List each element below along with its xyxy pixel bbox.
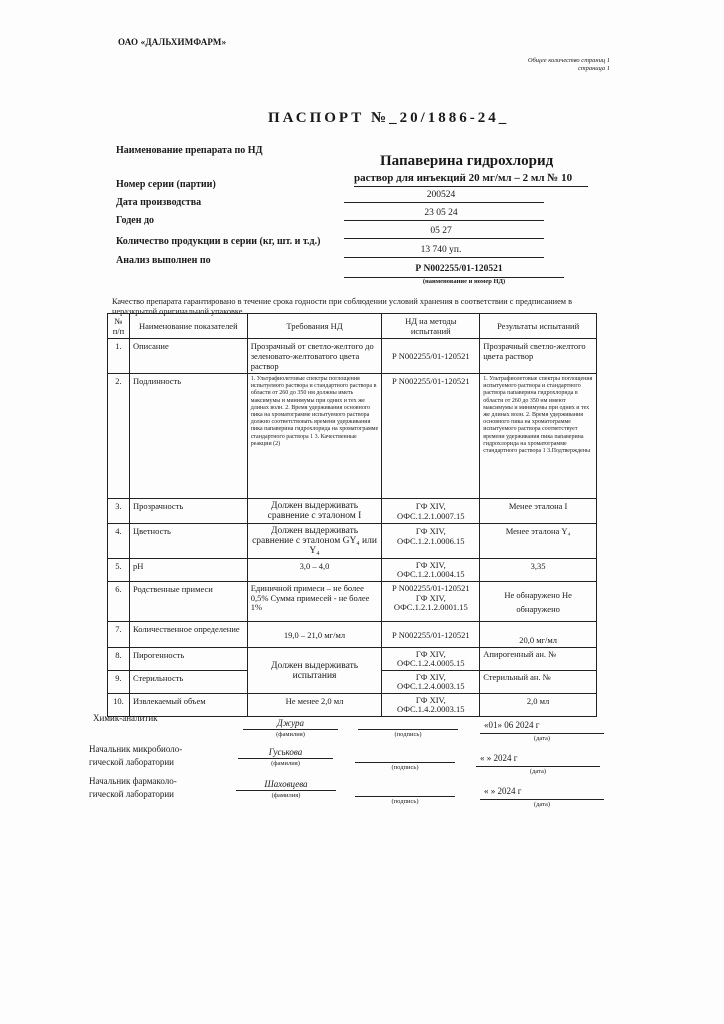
- table-row: [108, 499, 597, 524]
- table-row: [108, 694, 597, 717]
- table-row: [108, 524, 597, 559]
- row-result: Не обнаружено Не обнаружено: [480, 582, 597, 622]
- analysis-value: Р N002255/01-120521: [415, 264, 503, 274]
- signer-name-caption: (фамилия): [276, 731, 305, 738]
- signer-name-line: [243, 729, 338, 730]
- row-method: Р N002255/01-120521: [382, 374, 480, 499]
- analysis-caption: (наименование и номер НД): [422, 278, 506, 285]
- row-num: 5.: [108, 559, 130, 582]
- page-count-total: Общее количество страниц 1: [527, 57, 610, 64]
- expiry-value: 05 27: [430, 226, 452, 236]
- signer-name: Шаховцева: [264, 779, 308, 789]
- series-label: Номер серии (партии): [116, 179, 216, 190]
- row-result: 2,0 мл: [480, 694, 597, 717]
- row-method: ГФ XIV, ОФС.1.2.1.0004.15: [382, 559, 480, 582]
- row-req: 1. Ультрафиолетовые спектры поглощения испытуемого раствора и стандартного раствора в области от 260 до 350 нм должны иметь максимумы и минимумы при одних и тех же длинах волн. 2. Время удерживания основного пика на хроматограмме испытуемого раствора должно соответствовать времени удерживания пика папаверина гидрохлорида на хроматограмме стандартного раствора 1 3. Качественные реакции (2): [247, 374, 382, 499]
- table-row: [108, 559, 597, 582]
- drug-form-underline: [354, 186, 588, 187]
- quantity-value: 13 740 уп.: [420, 245, 462, 255]
- series-value: 200524: [426, 190, 456, 200]
- signer-name-line: [238, 758, 333, 759]
- row-num: 7.: [108, 622, 130, 648]
- signature-date-line: [480, 733, 604, 734]
- signer-name-caption: (фамилия): [271, 760, 300, 767]
- row-name: pH: [129, 559, 247, 582]
- row-name: Цветность: [129, 524, 247, 559]
- row-method: ГФ XIV, ОФС.1.2.4.0005.15: [382, 648, 480, 671]
- signature-line: [355, 796, 455, 797]
- table-row: [108, 374, 597, 499]
- prod-date-label: Дата производства: [116, 197, 202, 208]
- signature-line: [358, 729, 458, 730]
- signature-caption: (подпись): [391, 764, 419, 771]
- row-req: Единичной примеси – не более 0,5% Сумма примесей - не более 1%: [247, 582, 382, 622]
- series-underline: [344, 202, 544, 203]
- row-num: 9.: [108, 671, 130, 694]
- signature-date: « » 2024 г: [480, 753, 518, 763]
- row-method: ГФ XIV, ОФС.1.2.1.0006.15: [382, 524, 480, 559]
- row-result: Апирогенный ан. №: [480, 648, 597, 671]
- row-req: Не менее 2,0 мл: [247, 694, 382, 717]
- table-row: [108, 582, 597, 622]
- row-result: 3,35: [480, 559, 597, 582]
- row-result: Менее эталона Y₄: [480, 524, 597, 559]
- signature-date-line: [480, 799, 604, 800]
- col-header-num: № п/п: [108, 314, 130, 339]
- row-result: Прозрачный светло-желтого цвета раствор: [480, 339, 597, 374]
- signer-role: Начальник фармаколо-: [89, 776, 177, 786]
- expiry-underline: [344, 238, 544, 239]
- signature-date-caption: (дата): [529, 768, 547, 775]
- table-row: [108, 648, 597, 671]
- drug-label: Наименование препарата по НД: [116, 145, 263, 156]
- signature-date-caption: (дата): [533, 735, 551, 742]
- row-req: Должен выдерживать сравнение с эталоном GY₄ или Y₄: [247, 524, 382, 559]
- row-method: Р N002255/01-120521 ГФ XIV, ОФС.1.2.1.2.0001.15: [382, 582, 480, 622]
- row-num: 3.: [108, 499, 130, 524]
- signer-role: Начальник микробиоло-: [89, 744, 183, 754]
- row-name: Описание: [129, 339, 247, 374]
- signer-role: Химик-аналитик: [93, 713, 158, 723]
- page-count-current: страница 1: [577, 65, 610, 72]
- row-num: 2.: [108, 374, 130, 499]
- row-num: 10.: [108, 694, 130, 717]
- row-num: 1.: [108, 339, 130, 374]
- quantity-underline: [344, 257, 544, 258]
- row-name: Количественное определение: [129, 622, 247, 648]
- col-header-result: Результаты испытаний: [480, 314, 597, 339]
- row-name: Родственные примеси: [129, 582, 247, 622]
- row-method: Р N002255/01-120521: [382, 622, 480, 648]
- signature-line: [355, 762, 455, 763]
- row-name: Прозрачность: [129, 499, 247, 524]
- signature-caption: (подпись): [394, 731, 422, 738]
- col-header-name: Наименование показателей: [129, 314, 247, 339]
- quality-statement: Качество препарата гарантировано в течение срока годности при соблюдении условий хранения в соответствии с предписанием в неразкрытой оригинальной упаковке.: [112, 297, 573, 316]
- signature-date: « » 2024 г: [484, 786, 522, 796]
- row-method: Р N002255/01-120521: [382, 339, 480, 374]
- drug-name: Папаверина гидрохлорид: [380, 153, 554, 169]
- prod-date-underline: [344, 220, 544, 221]
- signer-name-caption: (фамилия): [271, 792, 301, 799]
- row-name: Извлекаемый объем: [129, 694, 247, 717]
- row-req: 3,0 – 4,0: [247, 559, 382, 582]
- row-name: Стерильность: [129, 671, 247, 694]
- table-header-row: [108, 314, 597, 339]
- company-name: ОАО «ДАЛЬХИМФАРМ»: [118, 37, 227, 47]
- analysis-label: Анализ выполнен по: [116, 255, 211, 266]
- signature-caption: (подпись): [391, 798, 419, 805]
- signature-date-line: [476, 766, 600, 767]
- document-title: ПАСПОРТ №_20/1886-24_: [268, 110, 510, 126]
- row-req: Прозрачный от светло-желтого до зеленовато-желтоватого цвета раствор: [247, 339, 382, 374]
- signer-role-line2: гической лаборатории: [89, 789, 175, 799]
- prod-date-value: 23 05 24: [424, 208, 458, 218]
- signer-name: Гуськова: [268, 747, 303, 757]
- drug-form: раствор для инъекций 20 мг/мл – 2 мл № 10: [354, 172, 573, 184]
- row-method: ГФ XIV, ОФС.1.2.1.0007.15: [382, 499, 480, 524]
- signer-role-line2: гической лаборатории: [89, 757, 175, 767]
- signer-name-line: [236, 790, 336, 791]
- row-num: 8.: [108, 648, 130, 671]
- row-req: 19,0 – 21,0 мг/мл: [247, 622, 382, 648]
- row-result: 1. Ультрафиолетовые спектры поглощения испытуемого раствора и стандартного раствора папаверина гидрохлорида в области от 260 до 350 нм имеют максимумы и минимумы при одних и тех же длинах волн. 2. Время удерживания основного пика на хроматограмме испытуемого раствора соответствует времени удерживания пика папаверина гидрохлорида на хроматограмме стандартного раствора 1 3.Подтверждены: [480, 374, 597, 499]
- table-row: [108, 339, 597, 374]
- row-req: Должен выдерживать испытания: [247, 648, 382, 694]
- page-count: [520, 57, 610, 73]
- signature-date-caption: (дата): [533, 801, 551, 808]
- row-method: ГФ XIV, ОФС.1.4.2.0003.15: [382, 694, 480, 717]
- signer-name: Джура: [277, 718, 304, 728]
- row-num: 6.: [108, 582, 130, 622]
- signature-date: «01» 06 2024 г: [484, 720, 540, 730]
- row-num: 4.: [108, 524, 130, 559]
- quantity-label: Количество продукции в серии (кг, шт. и т.д.): [116, 236, 321, 247]
- row-name: Пирогенность: [129, 648, 247, 671]
- table-row: [108, 622, 597, 648]
- row-name: Подлинность: [129, 374, 247, 499]
- test-results-table: [107, 313, 597, 717]
- col-header-method: НД на методы испытаний: [382, 314, 480, 339]
- expiry-label: Годен до: [116, 215, 155, 226]
- row-req: Должен выдерживать сравнение с эталоном I: [247, 499, 382, 524]
- row-result: Стерильный ан. №: [480, 671, 597, 694]
- col-header-req: Требования НД: [247, 314, 382, 339]
- row-result: 20,0 мг/мл: [480, 622, 597, 648]
- row-method: ГФ XIV, ОФС.1.2.4.0003.15: [382, 671, 480, 694]
- row-result: Менее эталона I: [480, 499, 597, 524]
